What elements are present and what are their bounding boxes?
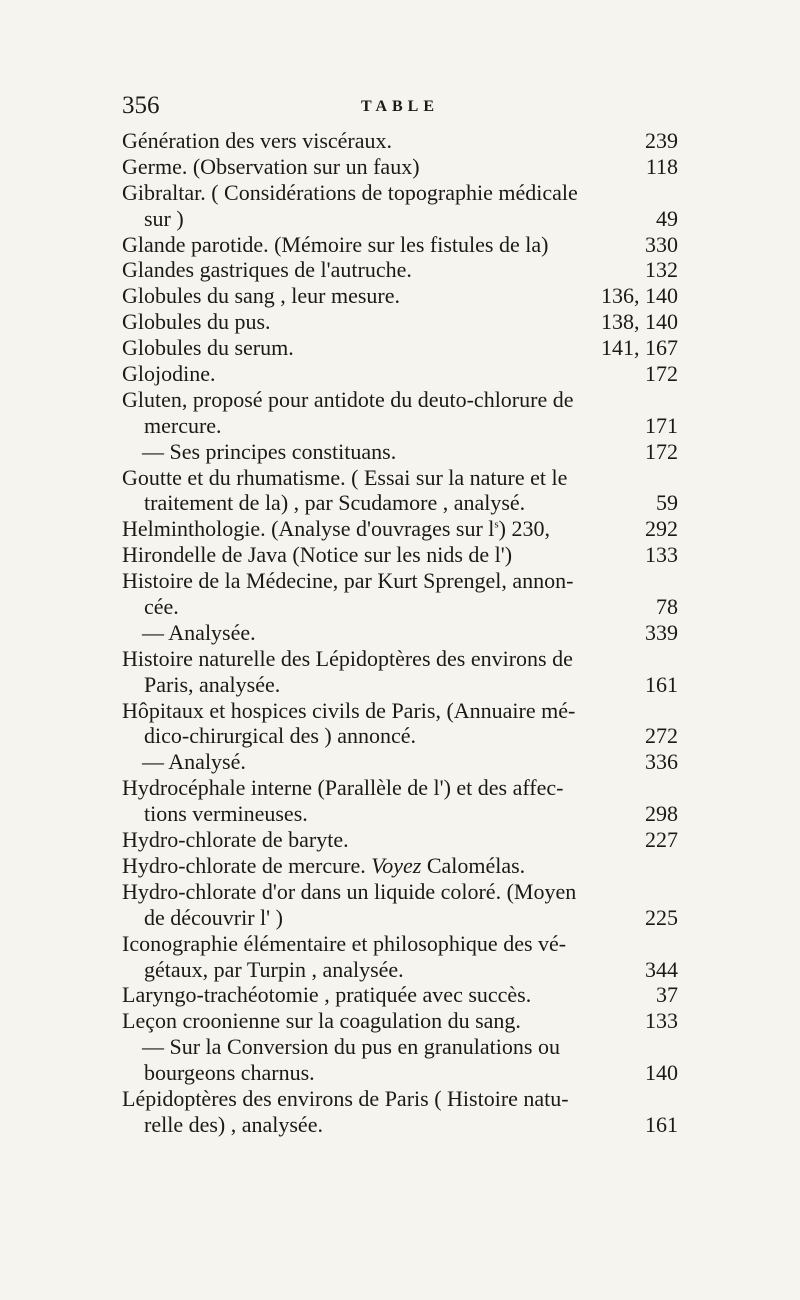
entry-page-ref: 49 bbox=[656, 205, 678, 231]
entry-text: Génération des vers viscéraux. bbox=[122, 128, 393, 153]
entry-text: Laryngo-trachéotomie , pratiquée avec succès. bbox=[122, 982, 532, 1008]
index-line bbox=[122, 128, 678, 154]
index-line bbox=[122, 1112, 678, 1138]
index-line bbox=[122, 361, 678, 387]
index-line bbox=[122, 542, 678, 568]
entry-page-ref: 292 bbox=[645, 516, 678, 542]
entry-text: Leçon croonienne sur la coagulation du sang. bbox=[122, 1008, 521, 1034]
entry-text: Germe. (Observation sur un faux) bbox=[122, 153, 420, 179]
entry-text: Hydro-chlorate de baryte. bbox=[122, 827, 349, 853]
entry-page-ref: 59 bbox=[656, 490, 678, 516]
index-line bbox=[122, 490, 678, 516]
index-line bbox=[122, 309, 678, 335]
index-line bbox=[122, 594, 678, 620]
page-number: 356 bbox=[122, 92, 160, 119]
entry-text: Hôpitaux et hospices civils de Paris, (Annuaire mé- bbox=[122, 697, 576, 723]
entry-page-ref: 344 bbox=[645, 956, 678, 982]
entry-text: Glande parotide. (Mémoire sur les fistules de la) bbox=[122, 231, 549, 257]
index-line bbox=[122, 180, 678, 206]
entry-text: traitement de la) , par Scudamore , analysé. bbox=[144, 490, 526, 516]
entry-text: Histoire de la Médecine, par Kurt Sprengel, annon- bbox=[122, 568, 574, 594]
entry-page-ref: 118 bbox=[645, 153, 678, 179]
entry-page-ref: 138, 140 bbox=[601, 309, 678, 335]
index-line bbox=[122, 698, 678, 724]
entry-page-ref: 171 bbox=[645, 412, 678, 438]
entry-text: Lépidoptères des environs de Paris ( Histoire natu- bbox=[122, 1085, 569, 1111]
entry-text: Glojodine. bbox=[122, 361, 216, 387]
entry-text: Helminthologie. (Analyse d'ouvrages sur $l^s$) 230, bbox=[122, 516, 550, 542]
index-line bbox=[122, 465, 678, 491]
entry-text: gétaux, par Turpin , analysée. bbox=[144, 956, 404, 982]
index-line bbox=[122, 154, 678, 180]
running-title: TABLE bbox=[360, 98, 440, 115]
entry-page-ref: 339 bbox=[645, 619, 678, 645]
index-line bbox=[122, 931, 678, 957]
entry-text: — Ses principes constituans. bbox=[142, 438, 397, 464]
entry-page-ref: 161 bbox=[645, 671, 678, 697]
entry-text: de découvrir l' ) bbox=[144, 904, 283, 930]
entry-text: Iconographie élémentaire et philosophique des vé- bbox=[122, 930, 567, 956]
entry-text: cée. bbox=[144, 594, 179, 620]
entry-page-ref: 225 bbox=[645, 904, 678, 930]
entry-page-ref: 172 bbox=[645, 361, 678, 387]
entry-text: Globules du sang , leur mesure. bbox=[122, 283, 400, 309]
entry-text: — Analysée. bbox=[142, 619, 256, 645]
page-header bbox=[122, 92, 678, 128]
index-line bbox=[122, 723, 678, 749]
entry-text: Glandes gastriques de l'autruche. bbox=[122, 257, 412, 283]
index-line bbox=[122, 982, 678, 1008]
index-line bbox=[122, 387, 678, 413]
entry-page-ref: 272 bbox=[645, 723, 678, 749]
index-line bbox=[122, 620, 678, 646]
index-line bbox=[122, 957, 678, 983]
entry-text: tions vermineuses. bbox=[144, 801, 308, 827]
entry-text: Histoire naturelle des Lépidoptères des environs de bbox=[122, 645, 573, 671]
index-entries bbox=[122, 128, 678, 1138]
index-line bbox=[122, 206, 678, 232]
entry-page-ref: 172 bbox=[645, 438, 678, 464]
entry-text: sur ) bbox=[144, 205, 184, 231]
entry-text: Hirondelle de Java (Notice sur les nids de l') bbox=[122, 542, 513, 568]
entry-page-ref: 298 bbox=[645, 801, 678, 827]
index-line bbox=[122, 1034, 678, 1060]
index-line bbox=[122, 516, 678, 542]
entry-text: Hydro-chlorate de mercure. Voyez Calomélas. bbox=[122, 852, 526, 878]
index-line bbox=[122, 1008, 678, 1034]
index-line bbox=[122, 879, 678, 905]
entry-page-ref: 136, 140 bbox=[601, 283, 678, 309]
entry-page-ref: 78 bbox=[656, 594, 678, 620]
entry-text: mercure. bbox=[144, 412, 222, 438]
index-line bbox=[122, 413, 678, 439]
entry-page-ref: 141, 167 bbox=[601, 335, 678, 361]
index-line bbox=[122, 283, 678, 309]
entry-text: Globules du pus. bbox=[122, 309, 271, 335]
entry-page-ref: 336 bbox=[645, 749, 678, 775]
entry-page-ref: 239 bbox=[645, 128, 678, 153]
index-line bbox=[122, 568, 678, 594]
entry-text: relle des) , analysée. bbox=[144, 1111, 323, 1137]
entry-page-ref: 133 bbox=[645, 542, 678, 568]
index-line bbox=[122, 775, 678, 801]
index-line bbox=[122, 335, 678, 361]
index-line bbox=[122, 905, 678, 931]
index-line bbox=[122, 1060, 678, 1086]
index-line bbox=[122, 801, 678, 827]
index-line bbox=[122, 439, 678, 465]
entry-page-ref: 140 bbox=[645, 1060, 678, 1086]
entry-text: — Analysé. bbox=[142, 749, 246, 775]
entry-text: Gluten, proposé pour antidote du deuto-chlorure de bbox=[122, 386, 574, 412]
entry-page-ref: 161 bbox=[645, 1111, 678, 1137]
index-line bbox=[122, 232, 678, 258]
entry-text: bourgeons charnus. bbox=[144, 1060, 315, 1086]
index-line bbox=[122, 672, 678, 698]
index-line bbox=[122, 646, 678, 672]
entry-text: Gibraltar. ( Considérations de topographie médicale bbox=[122, 179, 578, 205]
index-line bbox=[122, 749, 678, 775]
entry-page-ref: 133 bbox=[645, 1008, 678, 1034]
index-line bbox=[122, 853, 678, 879]
entry-text: Goutte et du rhumatisme. ( Essai sur la nature et le bbox=[122, 464, 568, 490]
index-line bbox=[122, 827, 678, 853]
entry-page-ref: 227 bbox=[645, 827, 678, 853]
index-line bbox=[122, 257, 678, 283]
entry-text: — Sur la Conversion du pus en granulations ou bbox=[142, 1034, 560, 1060]
entry-page-ref: 132 bbox=[645, 257, 678, 283]
entry-text: dico-chirurgical des ) annoncé. bbox=[144, 723, 417, 749]
index-line bbox=[122, 1086, 678, 1112]
entry-text: Globules du serum. bbox=[122, 335, 294, 361]
entry-text: Hydrocéphale interne (Parallèle de l') et des affec- bbox=[122, 775, 564, 801]
entry-page-ref: 37 bbox=[656, 982, 678, 1008]
entry-text: Hydro-chlorate d'or dans un liquide coloré. (Moyen bbox=[122, 878, 577, 904]
entry-text: Paris, analysée. bbox=[144, 671, 281, 697]
entry-page-ref: 330 bbox=[645, 231, 678, 257]
